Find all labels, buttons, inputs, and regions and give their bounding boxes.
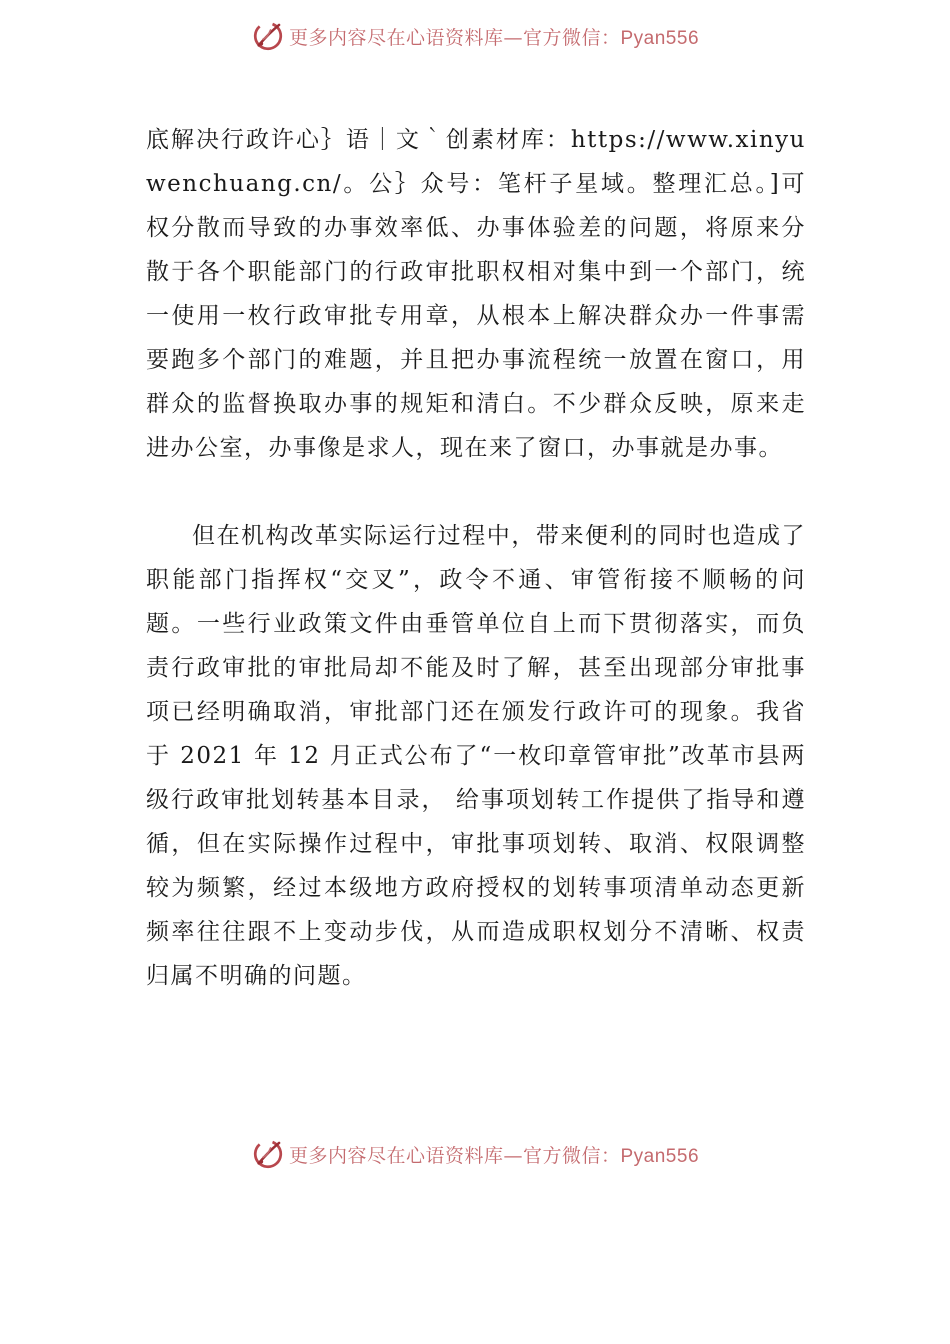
paragraph-2: 但在机构改革实际运行过程中，带来便利的同时也造成了职能部门指挥权“交叉”，政令不通、审管衔接不顺畅的问题。一些行业政策文件由垂管单位自上而下贯彻落实，而负责行政审批的审批局却不能及时了解，甚至出现部分审批事项已经明确取消，审批部门还在颁发行政许可的现象。我省于 2021 年 12 月正式公布了“一枚印章管审批”改革市县两级行政审批划转基本目录， 给事项划转工作提供了指导和遵循，但在实际操作过程中，审批事项划转、取消、权限调整较为频繁，经过本级地方政府授权的划转事项清单动态更新频率往往跟不上变动步伐，从而造成职权划分不清晰、权责归属不明确的问题。	[146, 523, 806, 989]
footer-banner	[0, 1134, 950, 1174]
red-brush-logo-icon	[251, 1137, 285, 1171]
paragraph-1: 底解决行政许心｝语｜文｀创素材库：https://www.xinyuwenchuang.cn/。公｝众号：笔杆子星域。整理汇总。]可权分散而导致的办事效率低、办事体验差的问题，将原来分散于各个职能部门的行政审批职权相对集中到一个部门，统一使用一枚行政审批专用章，从根本上解决群众办一件事需要跑多个部门的难题，并且把办事流程统一放置在窗口，用群众的监督换取办事的规矩和清白。不少群众反映，原来走进办公室，办事像是求人，现在来了窗口，办事就是办事。	[146, 127, 806, 461]
banner-slogan: 更多内容尽在心语资料库—官方微信：	[288, 1144, 621, 1167]
header-banner	[0, 16, 950, 56]
document-body	[146, 118, 806, 998]
banner-slogan: 更多内容尽在心语资料库—官方微信：	[288, 26, 621, 49]
banner-wechat-account: Pyan556	[620, 1145, 700, 1167]
red-brush-logo-icon	[251, 19, 285, 53]
banner-wechat-account: Pyan556	[620, 27, 700, 49]
